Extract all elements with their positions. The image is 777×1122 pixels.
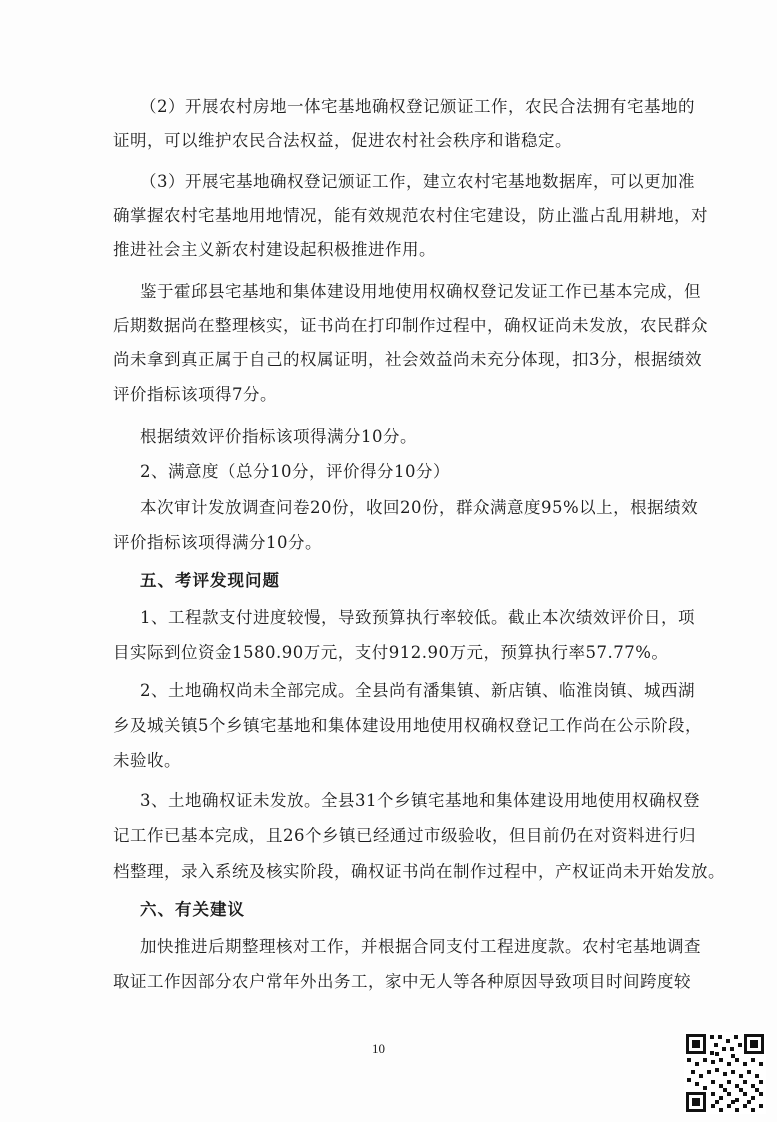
section-heading-suggestions: 六、有关建议 — [140, 900, 245, 919]
issue-2-line-2: 乡及城关镇5个乡镇宅基地和集体建设用地使用权确权登记工作尚在公示阶段， — [113, 716, 702, 735]
issue-1-line-1: 1、工程款支付进度较慢，导致预算执行率较低。截止本次绩效评价日，项 — [140, 608, 695, 627]
issue-1-line-2: 目实际到位资金1580.90万元，支付912.90万元，预算执行率57.77%。 — [113, 643, 669, 662]
paragraph-3-line-1: 鉴于霍邱县宅基地和集体建设用地使用权确权登记发证工作已基本完成，但 — [140, 282, 701, 301]
paragraph-2-line-3: 推进社会主义新农村建设起积极推进作用。 — [113, 240, 436, 259]
paragraph-3-line-3: 尚未拿到真正属于自己的权属证明，社会效益尚未充分体现，扣3分，根据绩效 — [113, 350, 702, 369]
suggestion-line-1: 加快推进后期整理核对工作，并根据合同支付工程进度款。农村宅基地调查 — [140, 937, 701, 956]
paragraph-1-line-2: 证明，可以维护农民合法权益，促进农村社会秩序和谐稳定。 — [113, 131, 572, 150]
paragraph-2-line-1: （3）开展宅基地确权登记颁证工作，建立农村宅基地数据库，可以更加准 — [140, 172, 695, 191]
paragraph-4-line-1: 根据绩效评价指标该项得满分10分。 — [140, 427, 417, 446]
qr-code-icon — [684, 1032, 766, 1114]
issue-2-line-3: 未验收。 — [113, 751, 181, 770]
suggestion-line-2: 取证工作因部分农户常年外出务工，家中无人等各种原因导致项目时间跨度较 — [113, 972, 691, 991]
satisfaction-subheading: 2、满意度（总分10分，评价得分10分） — [140, 462, 450, 481]
paragraph-6-line-1: 本次审计发放调查问卷20份，收回20份，群众满意度95%以上，根据绩效 — [140, 498, 699, 517]
paragraph-3-line-2: 后期数据尚在整理核实，证书尚在打印制作过程中，确权证尚未发放，农民群众 — [113, 316, 708, 335]
paragraph-3-line-4: 评价指标该项得7分。 — [113, 385, 277, 404]
paragraph-1-line-1: （2）开展农村房地一体宅基地确权登记颁证工作，农民合法拥有宅基地的 — [140, 97, 695, 116]
issue-3-line-3: 档整理，录入系统及核实阶段，确权证书尚在制作过程中，产权证尚未开始发放。 — [113, 862, 725, 881]
paragraph-6-line-2: 评价指标该项得满分10分。 — [113, 533, 322, 552]
issue-2-line-1: 2、土地确权尚未全部完成。全县尚有潘集镇、新店镇、临淮岗镇、城西湖 — [140, 681, 695, 700]
paragraph-2-line-2: 确掌握农村宅基地用地情况，能有效规范农村住宅建设，防止滥占乱用耕地，对 — [113, 206, 708, 225]
issue-3-line-1: 3、土地确权证未发放。全县31个乡镇宅基地和集体建设用地使用权确权登 — [140, 791, 700, 810]
page-number: 10 — [372, 1041, 385, 1056]
issue-3-line-2: 记工作已基本完成，且26个乡镇已经通过市级验收，但目前仍在对资料进行归 — [113, 826, 696, 845]
section-heading-issues: 五、考评发现问题 — [140, 571, 280, 590]
